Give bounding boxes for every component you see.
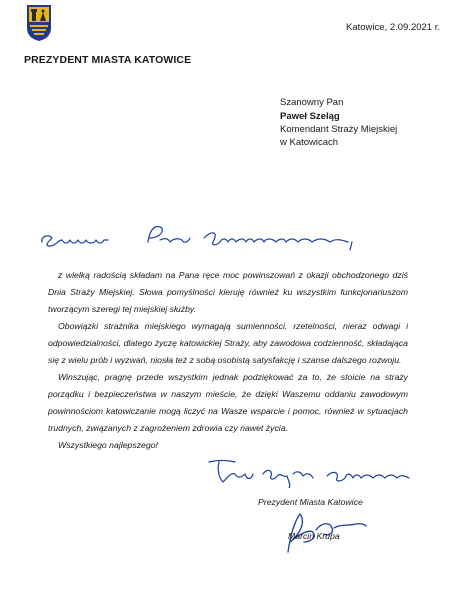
recipient-position: Komendant Straży Miejskiej	[280, 124, 398, 135]
signatory-title: Prezydent Miasta Katowice	[258, 497, 363, 507]
place-date: Katowice, 2.09.2021 r.	[346, 22, 441, 33]
body-paragraph-4: Wszystkiego najlepszego!	[58, 440, 158, 450]
recipient-greeting: Szanowny Pan	[280, 97, 344, 108]
recipient-location: w Katowicach	[280, 137, 339, 148]
handwritten-salutation	[36, 216, 366, 256]
recipient-name: Paweł Szeląg	[280, 111, 340, 122]
office-title: PREZYDENT MIASTA KATOWICE	[24, 54, 192, 66]
signatory-name: Marcin Krupa	[288, 531, 340, 541]
city-crest-icon	[26, 4, 52, 42]
body-paragraph-3: Winszując, pragnę przede wszystkim jednak podziękować za to, że stoicie na straży porządku i bezpieczeństwa w naszym mieście, że dzięki Waszemu oddaniu zawodowym powinnościom katowiczanie mogą liczyć na Wasze wsparcie i pomoc, również w sytuacjach trudnych, związanych z zagrożeniem zdrowia czy nawet życia.	[48, 372, 408, 433]
handwritten-closing	[205, 456, 415, 488]
body-paragraph-1: z wielką radością składam na Pana ręce moc powinszowań z okazji obchodzonego dziś Dnia Straży Miejskiej. Słowa pomyślności kieruję również ku wszystkim funkcjonariuszom tworzącym szeregi tej miejskiej służby.	[48, 270, 408, 314]
body-paragraph-2: Obowiązki strażnika miejskiego wymagają sumienności, rzetelności, nieraz odwagi i odpowiedzialności, dlatego życzę katowickiej Straży, aby zawodowa codzienność, składająca się z wielu prób i wyzwań, niosła też z sobą osobistą satysfakcję i szanse dalszego rozwoju.	[48, 321, 408, 365]
